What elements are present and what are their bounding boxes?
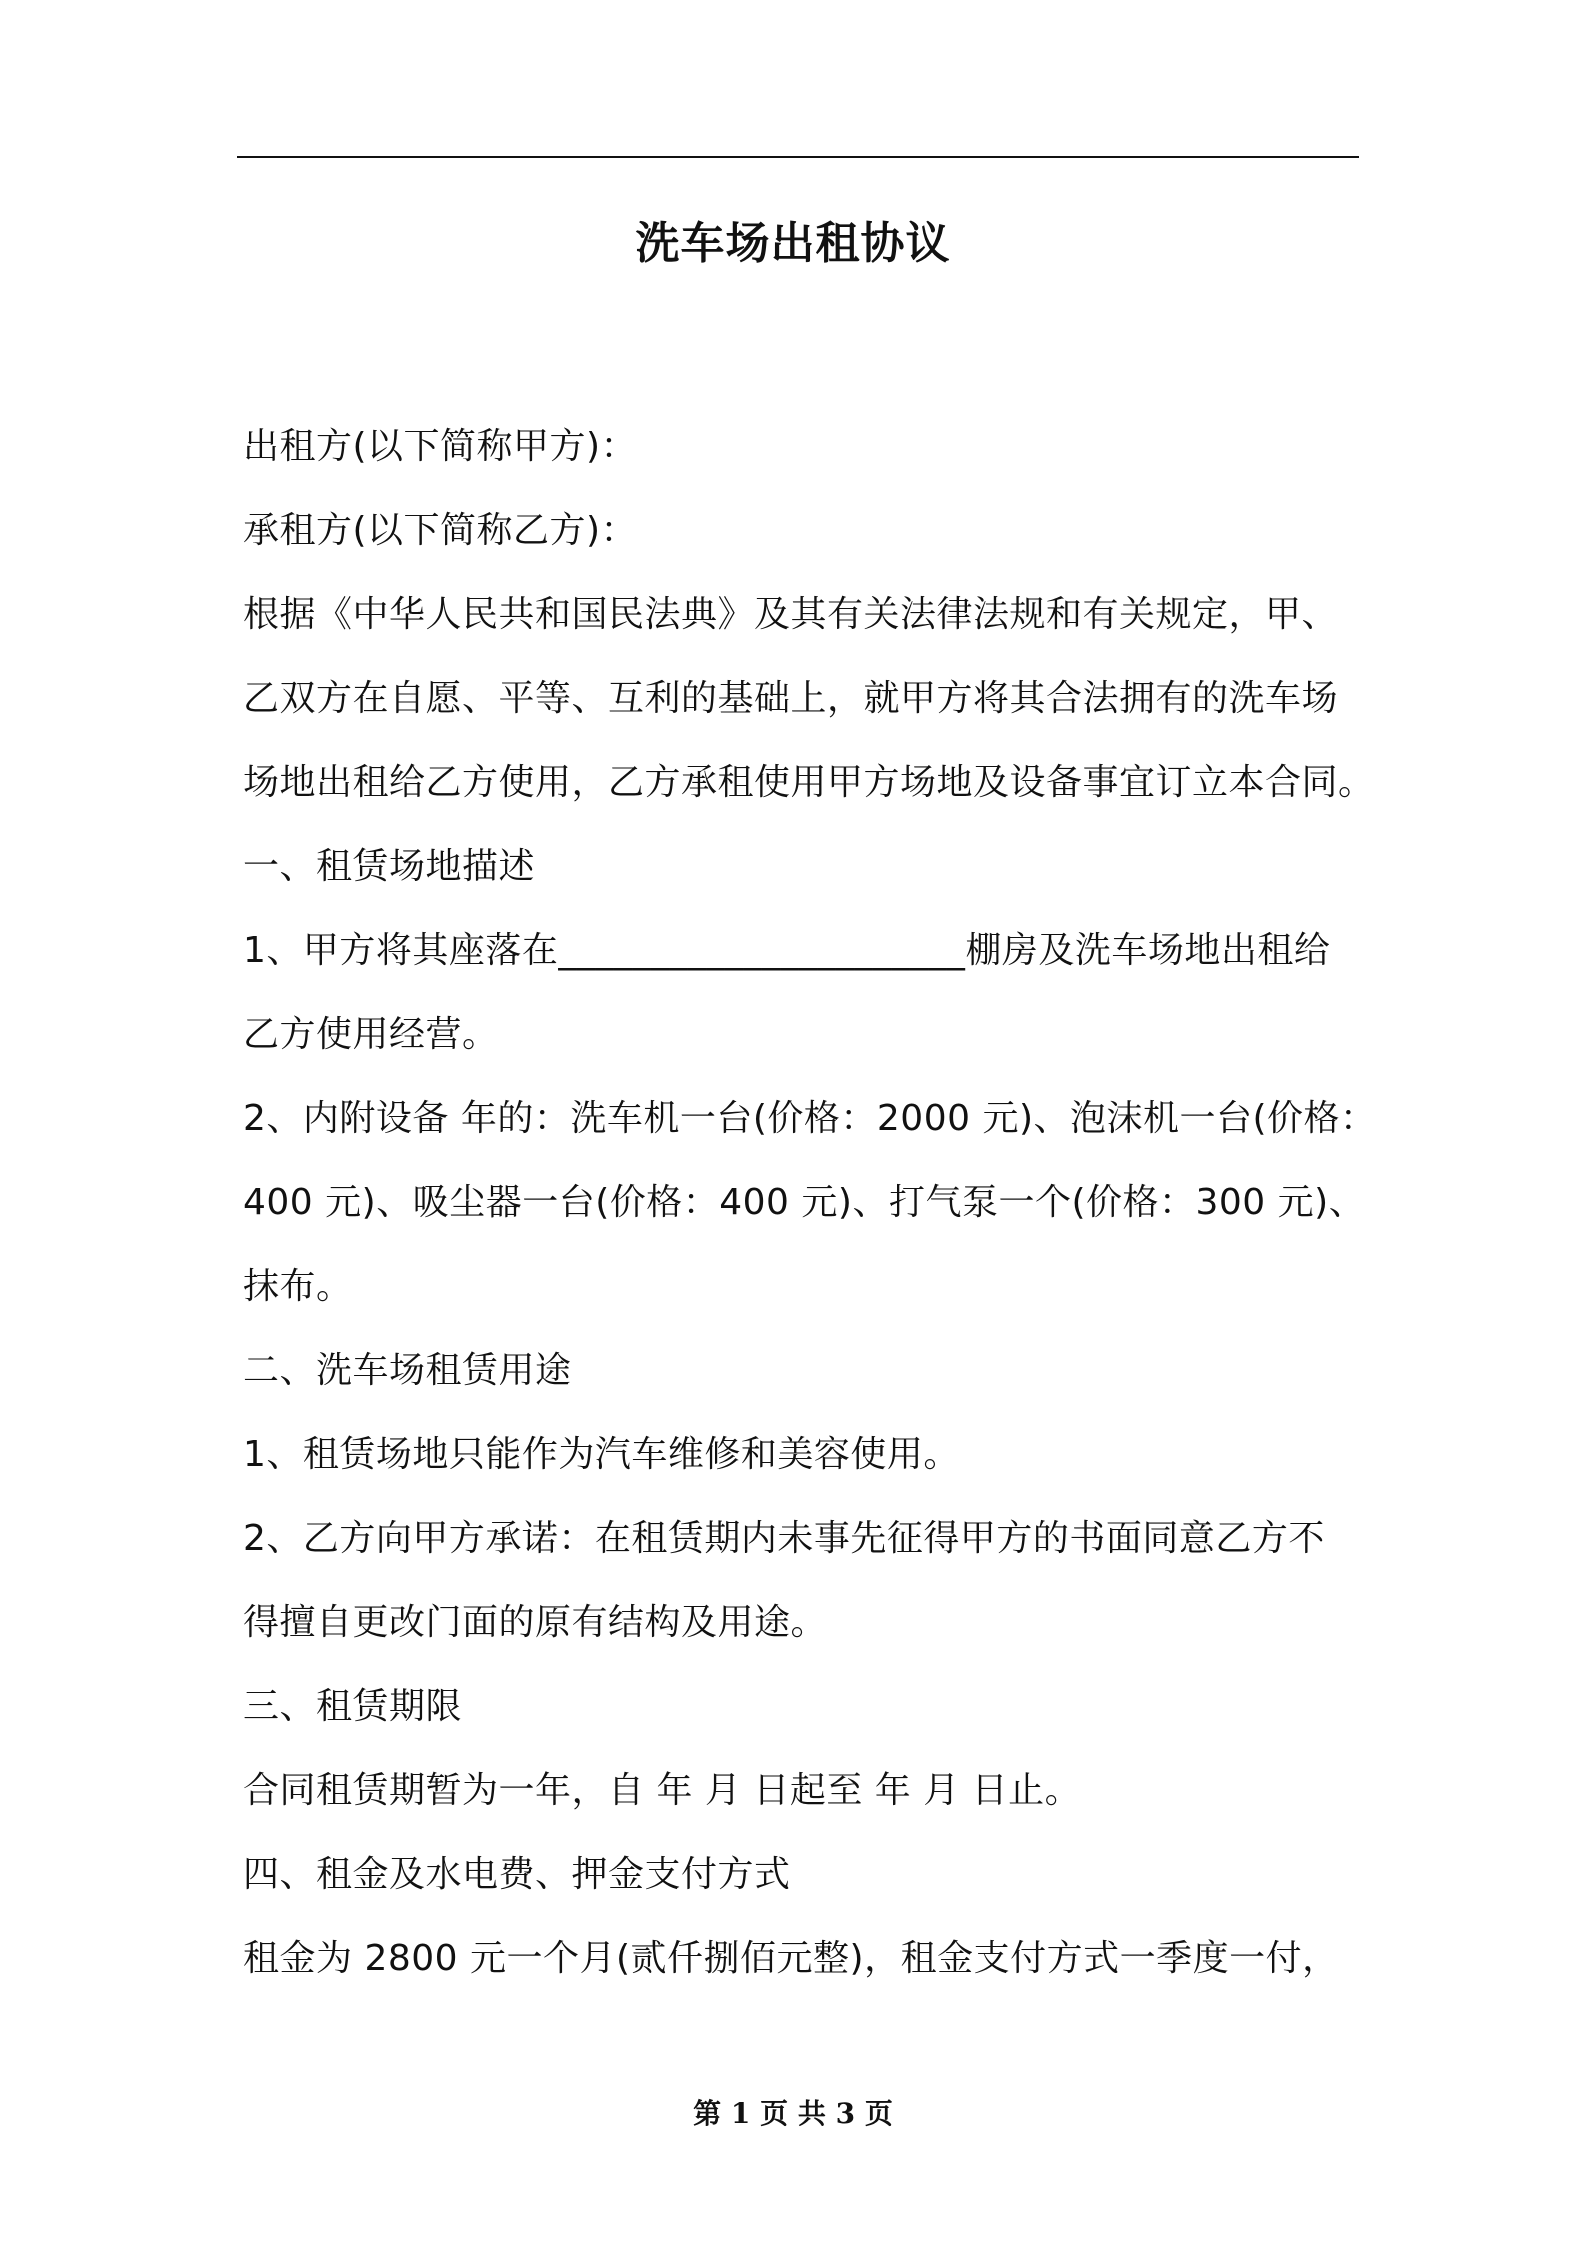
section-heading: 四、租金及水电费、押金支付方式 [243, 1854, 791, 1895]
section-heading: 三、租赁期限 [243, 1686, 463, 1727]
section-heading: 二、洗车场租赁用途 [243, 1350, 572, 1391]
text-line: 2、内附设备 年的：洗车机一台(价格：2000 元)、泡沫机一台(价格： [243, 1098, 1377, 1139]
text-line: 乙方使用经营。 [243, 1014, 499, 1055]
text-line: 400 元)、吸尘器一台(价格：400 元)、打气泵一个(价格：300 元)、 [243, 1182, 1366, 1223]
text-line: 1、甲方将其座落在______________________棚房及洗车场地出租给 [243, 930, 1331, 971]
text-line: 1、租赁场地只能作为汽车维修和美容使用。 [243, 1434, 960, 1475]
page-number-footer: 第 1 页 共 3 页 [693, 2097, 893, 2130]
text-line: 根据《中华人民共和国民法典》及其有关法律法规和有关规定，甲、 [243, 594, 1339, 635]
text-line: 乙双方在自愿、平等、互利的基础上，就甲方将其合法拥有的洗车场 [243, 678, 1339, 719]
section-heading: 一、租赁场地描述 [243, 846, 536, 887]
text-line: 出租方(以下简称甲方)： [243, 426, 638, 467]
header-rule [237, 156, 1359, 158]
text-line: 抹布。 [243, 1266, 353, 1307]
text-line: 得擅自更改门面的原有结构及用途。 [243, 1602, 828, 1643]
document-title: 洗车场出租协议 [635, 218, 951, 269]
text-line: 承租方(以下简称乙方)： [243, 510, 638, 551]
document-body [243, 405, 1383, 2001]
text-line: 场地出租给乙方使用，乙方承租使用甲方场地及设备事宜订立本合同。 [243, 762, 1375, 803]
text-line: 合同租赁期暂为一年，自 年 月 日起至 年 月 日止。 [243, 1770, 1082, 1811]
text-line: 租金为 2800 元一个月(贰仟捌佰元整)，租金支付方式一季度一付， [243, 1938, 1339, 1979]
text-line: 2、乙方向甲方承诺：在租赁期内未事先征得甲方的书面同意乙方不 [243, 1518, 1325, 1559]
